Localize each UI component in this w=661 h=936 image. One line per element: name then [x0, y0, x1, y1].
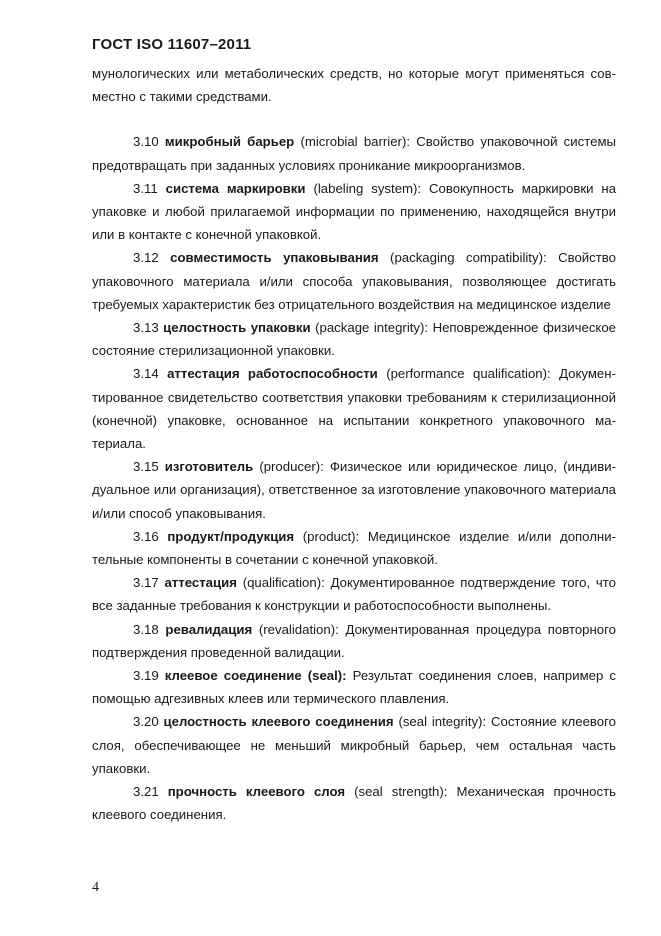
entry-english-term: (producer): — [259, 459, 324, 475]
entry-number: 3.18 — [133, 621, 159, 637]
entry-number: 3.17 — [133, 575, 159, 591]
definition-entry — [92, 571, 616, 617]
entry-number: 3.13 — [133, 320, 159, 336]
intro-paragraph: мунологических или метаболических средств, но которые могут применяться совместно с такими средствами. — [92, 66, 616, 105]
entry-definition: Медицинское изделие и/или дополнительные компоненты в сочетании с конечной упаковкой. — [92, 528, 616, 568]
entry-term: система маркировки — [165, 180, 306, 196]
entry-number: 3.19 — [133, 668, 159, 684]
entry-term: целостность клеевого соединения — [163, 714, 394, 730]
entry-english-term: (performance qualification): — [386, 366, 551, 382]
entry-number: 3.11 — [133, 180, 158, 196]
entry-definition: Неповрежденное физическое состояние стерилизационной упаковки. — [92, 320, 616, 359]
entry-english-term: (package integrity): — [315, 320, 429, 336]
entry-term: аттестация работоспособности — [167, 366, 378, 382]
entry-number: 3.14 — [133, 366, 159, 382]
entry-definition: Документированное подтверждение того, что все заданные требования к конструкции и работоспособности выполнены. — [92, 575, 616, 614]
entry-english-term: (packaging compatibility): — [390, 250, 547, 266]
definition-entry — [92, 246, 616, 316]
entry-english-term: (revalidation): — [258, 621, 339, 637]
entry-definition: Физическое или юридическое лицо, (индивидуальное или организация), ответственное за изготовление упаковочного материала и/или способ упаковывания. — [92, 459, 617, 521]
entry-definition: Свойство упаковочного материала и/или способа упаковывания, позволяющее достигать требуемых характеристик без отрицательного воздействия на медицинское изделие — [92, 250, 616, 312]
definition-entry — [92, 316, 616, 362]
page-header-title: ГОСТ ISO 11607–2011 — [92, 36, 252, 53]
entry-english-term: (seal strength): — [354, 784, 448, 800]
entry-term: ревалидация — [165, 621, 253, 637]
definition-entry — [92, 130, 616, 176]
definition-entry — [92, 177, 616, 247]
entry-number: 3.16 — [133, 528, 159, 544]
entry-number: 3.21 — [133, 784, 159, 800]
definition-entry — [92, 362, 616, 455]
entry-term: продукт/продукция — [167, 528, 295, 544]
entry-english-term: (qualification): — [242, 575, 325, 591]
definition-entry — [92, 780, 616, 826]
definition-entry — [92, 618, 616, 664]
entry-english-term: (microbial barrier): — [300, 134, 410, 150]
entry-term: целостность упаковки — [163, 320, 311, 336]
entry-number: 3.15 — [133, 459, 159, 475]
entry-definition: Механическая прочность клеевого соединения. — [92, 784, 616, 823]
definition-entry — [92, 455, 616, 525]
entry-number: 3.20 — [133, 714, 159, 730]
entry-term: аттестация — [164, 575, 237, 591]
entry-definition: Состояние клеевого слоя, обеспечивающее не меньший микробный барьер, чем остальная часть упаковки. — [92, 714, 616, 776]
entry-definition: Свойство упаковочной системы предотвращать при заданных условиях проникание микроорганизмов. — [92, 134, 616, 173]
page-number: 4 — [92, 880, 99, 895]
entry-term: изготовитель — [164, 459, 254, 475]
entry-definition: Документированное свидетельство соответствия упаковки требованиям к стерилизационной (конечной) упаковке, основанное на испытании конкретного упаковочного материала. — [92, 366, 616, 452]
document-body — [92, 62, 616, 827]
entry-term: микробный барьер — [164, 134, 295, 150]
entry-definition: Документированная процедура повторного подтверждения проведенной валидации. — [92, 621, 616, 660]
entry-number: 3.10 — [133, 134, 159, 150]
entry-english-term: (seal integrity): — [398, 714, 487, 730]
definition-entry — [92, 525, 616, 571]
entry-number: 3.12 — [133, 250, 159, 266]
entry-english-term: (labeling system): — [313, 180, 422, 196]
entry-term: совместимость упаковывания — [170, 250, 379, 266]
definition-entry — [92, 664, 616, 710]
definition-entry — [92, 710, 616, 780]
entry-definition: Результат соединения слоев, например с помощью адгезивных клеев или термического плавления. — [92, 668, 616, 707]
entry-term: прочность клеевого слоя — [167, 784, 346, 800]
entry-term: клеевое соединение (seal): — [164, 668, 347, 684]
entry-definition: Совокупность маркировки на упаковке и любой прилагаемой информации по применению, находящейся внутри или в контакте с конечной упаковкой. — [92, 180, 617, 243]
entry-english-term: (product): — [302, 528, 360, 544]
